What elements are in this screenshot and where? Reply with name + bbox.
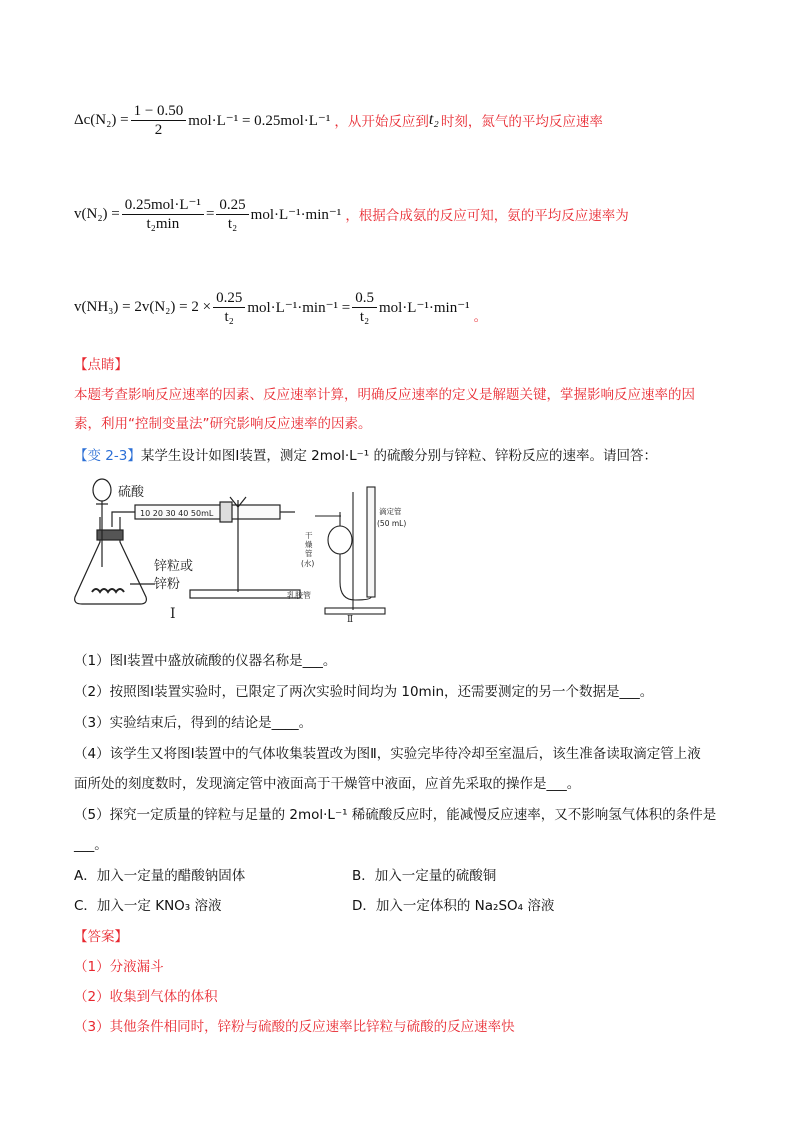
- label-dry-3: 管: [305, 549, 313, 558]
- eq1-note-a: ，从开始反应到: [334, 114, 429, 130]
- dianjing-line-1: 本题考查影响反应速率的因素、反应速率计算，明确反应速率的定义是解题关键，掌握影响反应速率的因: [74, 387, 695, 403]
- question-4-line-2: 面所处的刻度数时，发现滴定管中液面高于干燥管中液面，应首先采取的操作是___。: [74, 776, 581, 792]
- eq1-lhs: Δc(N₂) =: [74, 111, 129, 128]
- eq2-numerator-1: 0.25mol·L⁻¹: [122, 196, 204, 215]
- option-b: B．加入一定量的硫酸铜: [352, 868, 497, 884]
- answer-heading: 【答案】: [74, 929, 128, 945]
- syringe-scale: 10 20 30 40 50mL: [140, 509, 214, 518]
- equation-v-nh3: [74, 285, 487, 329]
- eq3-lhs: v(NH₃) = 2v(N₂) = 2 ×: [74, 298, 212, 315]
- option-a: A．加入一定量的醋酸钠固体: [74, 868, 246, 884]
- apparatus-figure-II: [285, 482, 415, 622]
- eq1-note-t: t₂: [428, 111, 439, 128]
- eq2-lhs: v(N₂) =: [74, 205, 120, 222]
- question-stem: 某学生设计如图Ⅰ装置，测定 2mol·L⁻¹ 的硫酸分别与锌粒、锌粉反应的速率。请回答：: [140, 448, 658, 464]
- eq2-fraction-2: [216, 196, 248, 233]
- eq1-mid: mol·L⁻¹ = 0.25mol·L⁻¹: [188, 112, 331, 129]
- answer-2: （2）收集到气体的体积: [74, 989, 218, 1005]
- equation-delta-c: [74, 98, 603, 142]
- label-figure-I: Ⅰ: [170, 606, 176, 622]
- label-dry-1: 干: [305, 531, 313, 540]
- eq2-denominator-2: t₂: [227, 215, 238, 232]
- label-acid: 硫酸: [118, 485, 145, 500]
- question-tag: 【变 2-3】: [74, 448, 141, 464]
- stopper-shape: [97, 530, 123, 540]
- answer-3: （3）其他条件相同时，锌粉与硫酸的反应速率比锌粒与硫酸的反应速率快: [74, 1019, 515, 1035]
- answer-1: （1）分液漏斗: [74, 959, 164, 975]
- eq2-unit: mol·L⁻¹·min⁻¹: [250, 206, 342, 223]
- question-1: （1）图Ⅰ装置中盛放硫酸的仪器名称是___。: [74, 653, 337, 669]
- question-5-line-2: ___。: [74, 837, 108, 853]
- dianjing-heading: 【点睛】: [74, 357, 128, 373]
- label-zinc-2: 锌粉: [154, 577, 181, 592]
- eq3-fraction-2: [352, 289, 377, 326]
- eq3-unit-2: mol·L⁻¹·min⁻¹: [378, 299, 470, 316]
- stand-base-shape: [190, 590, 300, 598]
- question-3: （3）实验结束后，得到的结论是____。: [74, 715, 313, 731]
- dianjing-line-2: 素，利用“控制变量法”研究影响反应速率的因素。: [74, 416, 372, 432]
- eq1-numerator: 1 − 0.50: [131, 102, 187, 121]
- burette-shape: [367, 487, 375, 597]
- eq2-equals: =: [205, 205, 215, 222]
- eq3-numerator-2: 0.5: [352, 289, 377, 308]
- label-dry-4: (水): [301, 559, 315, 568]
- eq1-fraction: [131, 102, 187, 139]
- eq2-fraction-1: [122, 196, 204, 233]
- label-burette-2: (50 mL): [377, 519, 407, 528]
- eq1-denominator: 2: [154, 121, 163, 138]
- label-dry-2: 燥: [305, 540, 313, 549]
- label-zinc-1: 锌粒或: [154, 559, 194, 574]
- eq3-denominator-2: t₂: [359, 308, 370, 325]
- separatory-funnel-shape: [93, 479, 111, 501]
- label-rubber-tube: 乳胶管: [287, 591, 311, 600]
- eq3-numerator-1: 0.25: [213, 289, 245, 308]
- eq3-end: 。: [473, 309, 488, 325]
- question-2: （2）按照图Ⅰ装置实验时，已限定了两次实验时间均为 10min，还需要测定的另一个数据是___。: [74, 684, 654, 700]
- question-5-line-1: （5）探究一定质量的锌粒与足量的 2mol·L⁻¹ 稀硫酸反应时，能减慢反应速率，又不影响氢气体积的条件是: [74, 807, 717, 823]
- equation-v-n2: [74, 192, 629, 236]
- drying-tube-shape: [328, 526, 352, 554]
- eq3-denominator-1: t₂: [224, 308, 234, 325]
- label-figure-II: Ⅱ: [347, 615, 354, 622]
- eq2-numerator-2: 0.25: [216, 196, 248, 215]
- eq2-denominator-1: t₂min: [146, 215, 180, 232]
- option-d: D．加入一定体积的 Na₂SO₄ 溶液: [352, 898, 555, 914]
- label-burette-1: 滴定管: [379, 507, 402, 516]
- eq3-unit-1: mol·L⁻¹·min⁻¹ =: [247, 299, 351, 316]
- question-stem-line: [74, 446, 657, 466]
- eq1-note-b: 时刻，氮气的平均反应速率: [440, 114, 603, 130]
- option-c: C．加入一定 KNO₃ 溶液: [74, 898, 222, 914]
- eq2-note: ，根据合成氨的反应可知，氨的平均反应速率为: [345, 208, 629, 224]
- eq3-fraction-1: [213, 289, 245, 326]
- question-4-line-1: （4）该学生又将图Ⅰ装置中的气体收集装置改为图Ⅱ，实验完毕待冷却至室温后，该生准备读取滴定管上液: [74, 746, 701, 762]
- rubber-tube-shape: [340, 582, 371, 600]
